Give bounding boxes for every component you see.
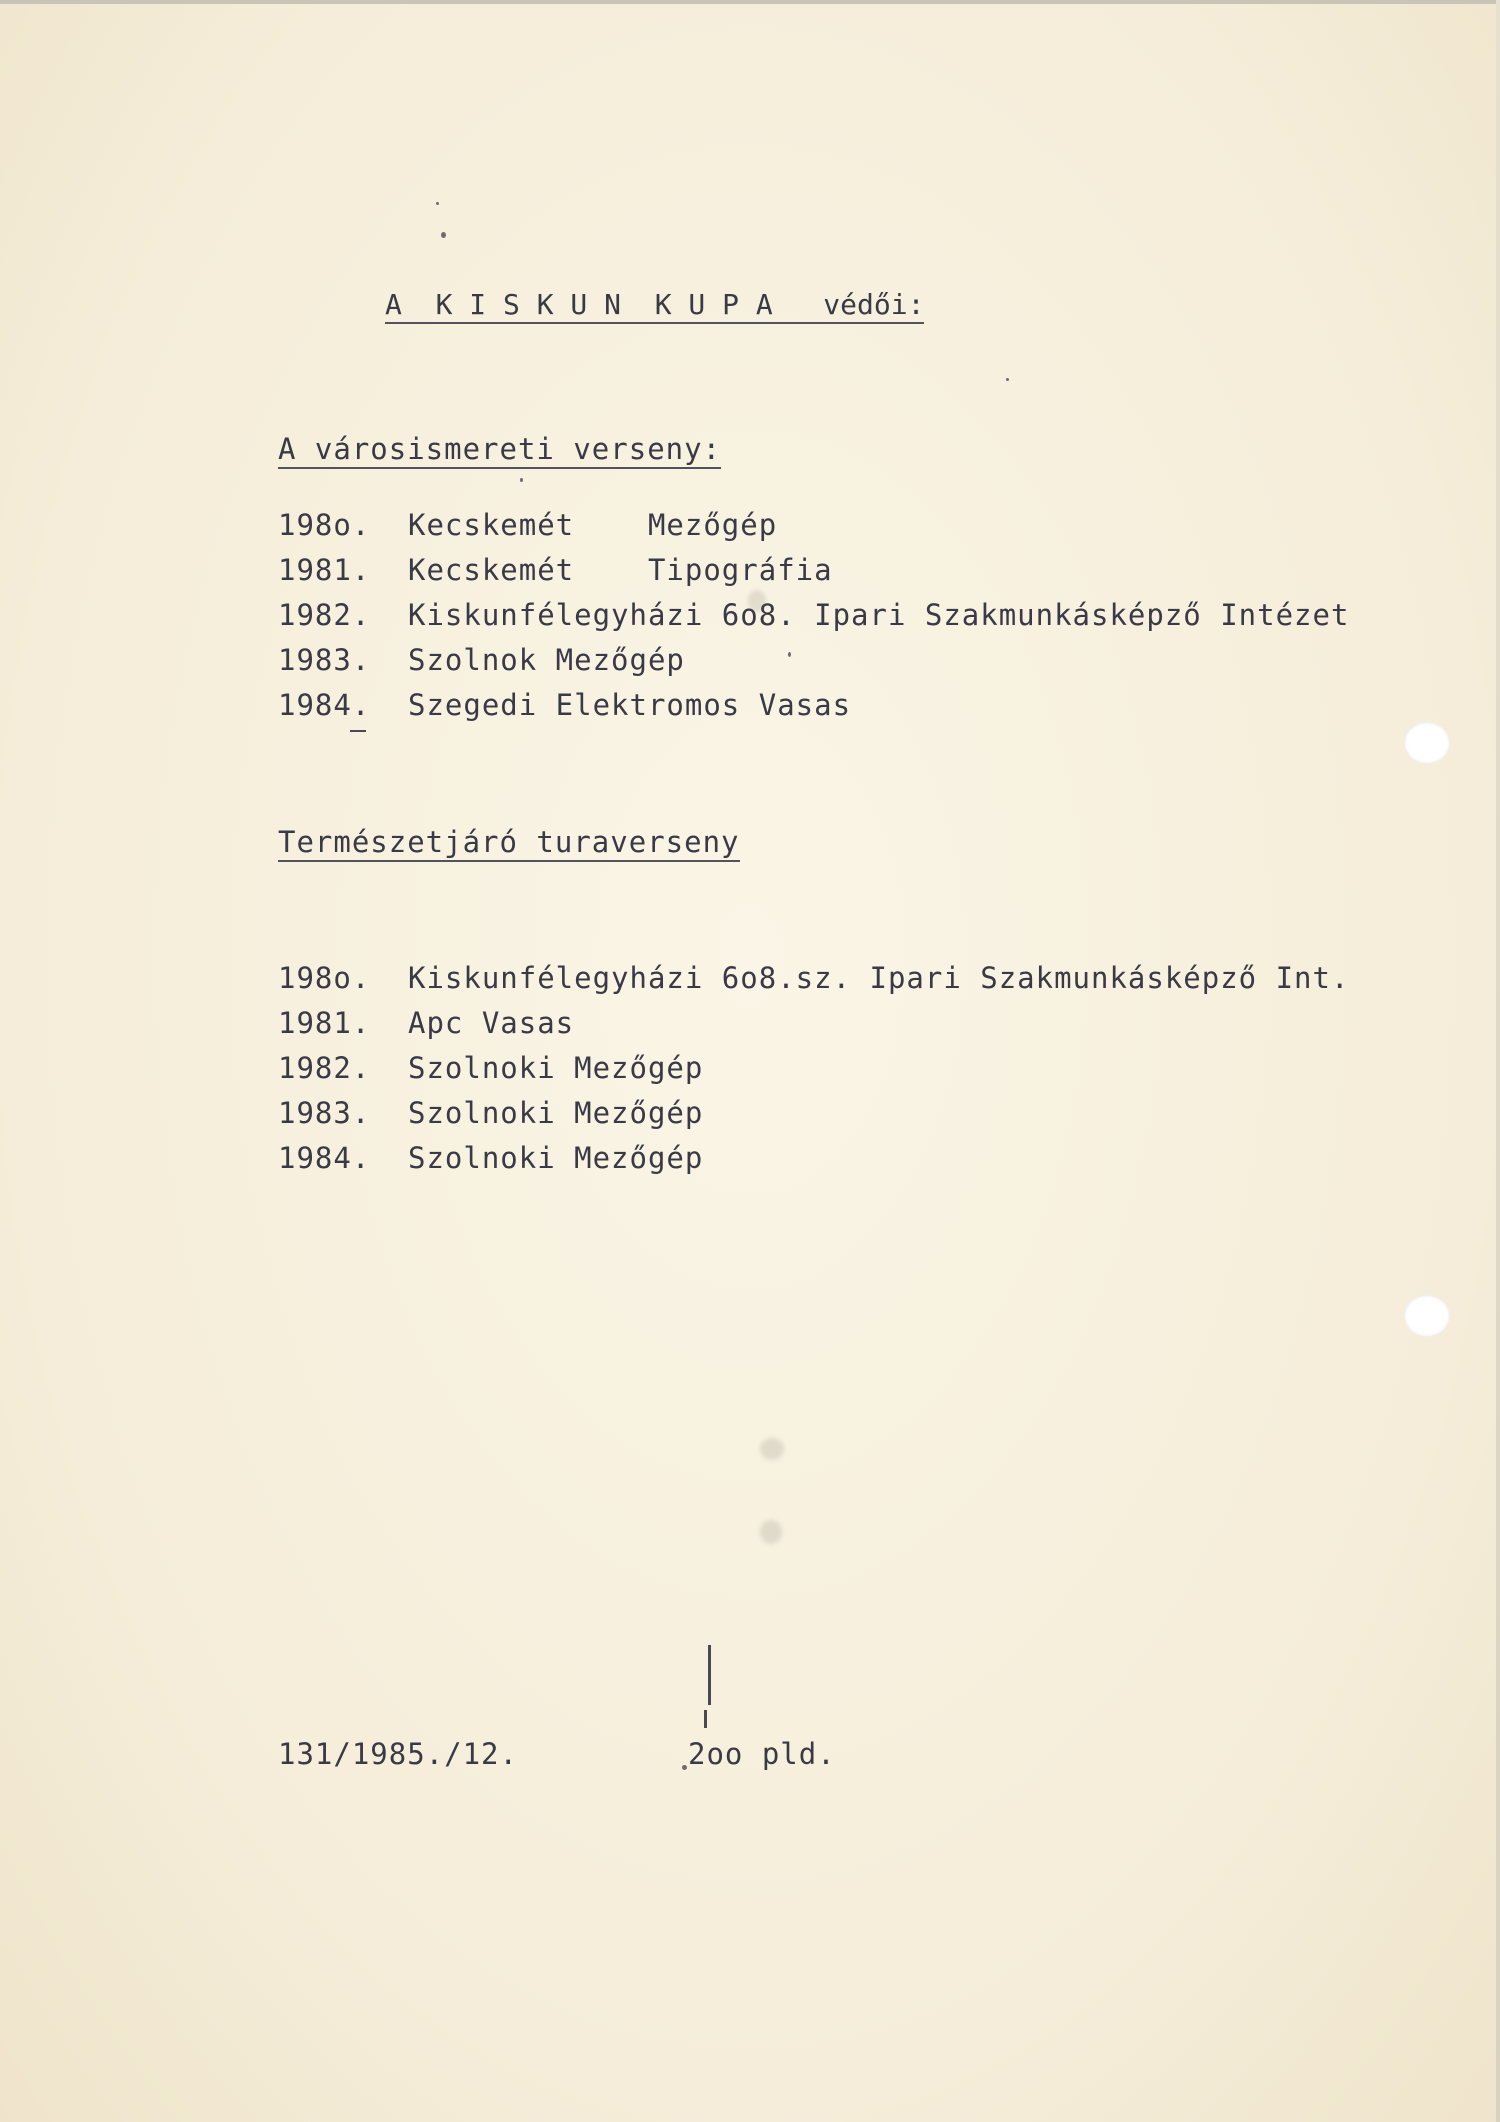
- list-item: [278, 961, 1350, 1001]
- ink-speck: [441, 232, 446, 238]
- document-title: A K I S K U N K U P A védői:: [385, 288, 924, 324]
- ink-speck: [788, 652, 791, 657]
- entry-winner: Szolnoki Mezőgép: [408, 1096, 704, 1130]
- document-reference-number: 131/1985./12.: [278, 1737, 518, 1771]
- entry-winner: Kiskunfélegyházi 6o8.sz. Ipari Szakmunkásképző Int.: [408, 961, 1350, 995]
- list-item: [278, 1141, 704, 1181]
- entry-year: 1983.: [278, 643, 371, 677]
- list-item: [278, 508, 778, 548]
- stray-mark: [350, 730, 366, 732]
- list-item: [278, 1006, 575, 1046]
- entry-winner: Szolnok Mezőgép: [408, 643, 685, 677]
- ink-speck: [436, 202, 439, 205]
- ink-speck: [682, 1765, 687, 1770]
- section-heading-city-knowledge: A városismereti verseny:: [278, 432, 721, 469]
- punch-hole: [1404, 1295, 1450, 1337]
- entry-year: 1984.: [278, 688, 371, 722]
- list-item: [278, 688, 852, 728]
- entry-year: 1983.: [278, 1096, 371, 1130]
- entry-winner: Szolnoki Mezőgép: [408, 1051, 704, 1085]
- entry-year: 1982.: [278, 598, 371, 632]
- list-item: [278, 1051, 704, 1091]
- scan-smudge: [760, 1520, 782, 1544]
- entry-winner: Kecskemét Mezőgép: [408, 508, 778, 542]
- entry-year: 1982.: [278, 1051, 371, 1085]
- entry-year: 1981.: [278, 1006, 371, 1040]
- list-item: [278, 553, 833, 593]
- entry-winner: Szegedi Elektromos Vasas: [408, 688, 852, 722]
- entry-year: 1984.: [278, 1141, 371, 1175]
- scan-smudge: [748, 590, 766, 612]
- ink-speck: [520, 478, 523, 482]
- list-item: [278, 643, 685, 683]
- page-top-edge: [0, 0, 1500, 4]
- list-item: [278, 1096, 704, 1136]
- punch-hole: [1404, 722, 1450, 764]
- entry-year: 198o.: [278, 508, 371, 542]
- section-heading-hiking: Természetjáró turaverseny: [278, 825, 740, 862]
- entry-year: 1981.: [278, 553, 371, 587]
- entry-winner: Kiskunfélegyházi 6o8. Ipari Szakmunkásképző Intézet: [408, 598, 1350, 632]
- entry-winner: Apc Vasas: [408, 1006, 575, 1040]
- stray-mark: [708, 1645, 711, 1705]
- entry-winner: Szolnoki Mezőgép: [408, 1141, 704, 1175]
- scan-smudge: [760, 1438, 784, 1460]
- copy-count: 2oo pld.: [688, 1737, 836, 1771]
- entry-winner: Kecskemét Tipográfia: [408, 553, 833, 587]
- stray-mark: [704, 1710, 707, 1728]
- ink-speck: [1006, 378, 1009, 381]
- entry-year: 198o.: [278, 961, 371, 995]
- page-right-edge: [1496, 0, 1500, 2122]
- list-item: [278, 598, 1350, 638]
